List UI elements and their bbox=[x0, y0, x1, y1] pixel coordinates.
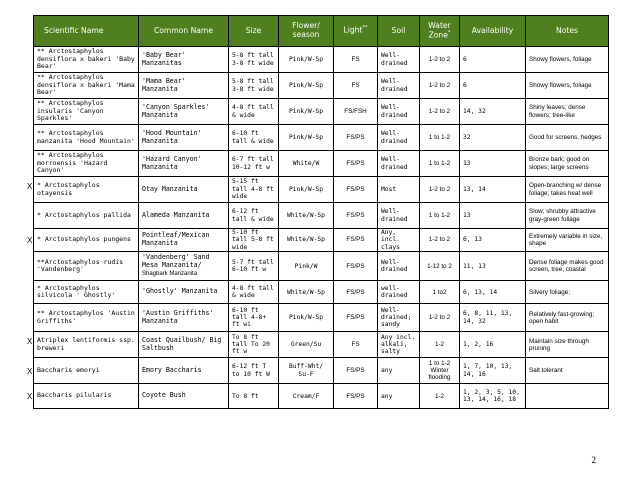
water-zone-cell: 1-2 bbox=[420, 384, 460, 409]
soil-cell: Well-drained bbox=[378, 151, 420, 177]
scientific-name-cell bbox=[27, 384, 139, 409]
soil-cell: Well-drained bbox=[378, 47, 420, 73]
light-cell: FS/PS bbox=[334, 125, 378, 151]
light-cell: FS/PS bbox=[334, 384, 378, 409]
availability-cell: 13 bbox=[460, 151, 526, 177]
size-cell: 5-7 ft tall 6-10 ft w bbox=[229, 252, 279, 281]
notes-cell: Maintain size through pruning bbox=[526, 332, 609, 358]
x-marker: X bbox=[27, 181, 33, 191]
notes-cell: Extremely variable in size, shape bbox=[526, 229, 609, 252]
flower-season-cell: Green/Su bbox=[279, 332, 334, 358]
flower-season-cell: White/W-Sp bbox=[279, 229, 334, 252]
water-zone-cell: 1-2 to 2 bbox=[420, 229, 460, 252]
size-cell: 6-10 ft tall 4-8+ ft wi bbox=[229, 304, 279, 332]
common-name-cell bbox=[139, 151, 229, 177]
scientific-name: Atriplex lentiformis ssp. breweri bbox=[37, 336, 135, 352]
availability-cell: 1, 2, 16 bbox=[460, 332, 526, 358]
notes-cell: Showy flowers, foliage bbox=[526, 47, 609, 73]
soil-cell: any bbox=[378, 384, 420, 409]
common-name: Coyote Bush bbox=[142, 391, 186, 400]
water-zone-cell: 1-2 to 2 bbox=[420, 99, 460, 125]
size-cell: 6-7 ft tall 10-12 ft w bbox=[229, 151, 279, 177]
table-row bbox=[34, 229, 609, 252]
table-row bbox=[34, 99, 609, 125]
scientific-name-cell bbox=[34, 73, 139, 99]
table-row bbox=[34, 203, 609, 229]
table-row bbox=[34, 384, 609, 409]
light-cell: FS/PS bbox=[334, 177, 378, 203]
col-common-name: Common Name bbox=[139, 16, 229, 47]
common-name-cell bbox=[139, 229, 229, 252]
light-cell: FS/PS bbox=[334, 281, 378, 304]
water-zone-cell: 1-12 to 2 bbox=[420, 252, 460, 281]
size-cell: 5-8 ft tall 3-8 ft wide bbox=[229, 73, 279, 99]
table-row bbox=[34, 177, 609, 203]
water-zone-cell: 1-2 to 2 bbox=[420, 304, 460, 332]
common-name-cell bbox=[139, 358, 229, 384]
availability-cell: 6, 13 bbox=[460, 229, 526, 252]
scientific-name-cell bbox=[27, 358, 139, 384]
col-notes: Notes bbox=[526, 16, 609, 47]
notes-cell: Dense foliage makes good screen, tree; coastal bbox=[526, 252, 609, 281]
common-name: 'Baby Bear' Manzanitas bbox=[142, 50, 186, 67]
flower-season-cell: Cream/F bbox=[279, 384, 334, 409]
scientific-name: * Arctostaphylos otayensis bbox=[37, 180, 100, 197]
common-name: 'Vandenberg' Sand Mesa Manzanita/ bbox=[142, 253, 210, 270]
common-name-cell bbox=[139, 47, 229, 73]
size-cell: To 8 ft tall To 20 ft w bbox=[229, 332, 279, 358]
table-row bbox=[34, 332, 609, 358]
soil-cell: well-drained bbox=[378, 281, 420, 304]
scientific-name-cell bbox=[34, 47, 139, 73]
light-cell: FS/PS bbox=[334, 151, 378, 177]
size-cell: 4-8 ft tall & wide bbox=[229, 281, 279, 304]
soil-cell: Well-drained bbox=[378, 73, 420, 99]
common-name: 'Mama Bear' Manzanita bbox=[142, 76, 186, 93]
common-name: 'Austin Griffiths' Manzanita bbox=[142, 309, 214, 325]
flower-season-cell: Pink/W-Sp bbox=[279, 304, 334, 332]
scientific-name: * Arctostaphylos silvicola ' Ghostly' bbox=[37, 283, 116, 300]
common-name-cell bbox=[139, 203, 229, 229]
water-zone-cell: 1-2 to 2 bbox=[420, 73, 460, 99]
col-light: Light** bbox=[334, 16, 378, 47]
size-cell: 6-12 ft tall & wide bbox=[229, 203, 279, 229]
table-row bbox=[34, 151, 609, 177]
flower-season-cell: Pink/W bbox=[279, 252, 334, 281]
common-name-cell bbox=[139, 332, 229, 358]
availability-cell: 1, 2, 3, 5, 10, 13, 14, 16, 18 bbox=[460, 384, 526, 409]
soil-cell: Any incl. alkali, salty bbox=[378, 332, 420, 358]
common-name: Emory Baccharis bbox=[142, 365, 202, 374]
availability-cell: 6, 8, 11, 13, 14, 32 bbox=[460, 304, 526, 332]
light-cell: FS/PS bbox=[334, 304, 378, 332]
col-flower-season: Flower/ season bbox=[279, 16, 334, 47]
notes-cell: Shiny leaves; dense flowers; tree-like bbox=[526, 99, 609, 125]
table-row bbox=[34, 47, 609, 73]
soil-cell: Well-drained bbox=[378, 125, 420, 151]
scientific-name: Baccharis pilularis bbox=[37, 391, 112, 400]
flower-season-cell: Pink/W-Sp bbox=[279, 73, 334, 99]
availability-cell: 13 bbox=[460, 203, 526, 229]
light-cell: FS/PS bbox=[334, 203, 378, 229]
availability-cell: 14, 32 bbox=[460, 99, 526, 125]
availability-cell: 13, 14 bbox=[460, 177, 526, 203]
availability-cell: 6 bbox=[460, 47, 526, 73]
soil-cell: Well-drained bbox=[378, 252, 420, 281]
scientific-name-cell bbox=[34, 252, 139, 281]
common-name: 'Hood Mountain' Manzanita bbox=[142, 128, 202, 145]
flower-season-cell: White/W-Sp bbox=[279, 281, 334, 304]
size-cell: 5-10 ft tall 5-8 ft wide bbox=[229, 229, 279, 252]
flower-season-cell: Pink/W-Sp bbox=[279, 47, 334, 73]
water-zone-cell: 1 to 1-2 bbox=[420, 203, 460, 229]
size-cell: To 8 ft bbox=[229, 384, 279, 409]
common-name-cell bbox=[139, 177, 229, 203]
scientific-name-cell bbox=[34, 151, 139, 177]
scientific-name: Baccharis emoryi bbox=[37, 365, 100, 374]
common-name-cell bbox=[139, 73, 229, 99]
scientific-name: ** Arctostaphylos densiflora x bakeri 'Baby Bear' bbox=[37, 47, 135, 71]
scientific-name: * Arctostaphylos pallida bbox=[37, 210, 131, 219]
scientific-name-cell bbox=[34, 281, 139, 304]
light-cell: FS bbox=[334, 47, 378, 73]
flower-season-cell: Buff-Wht/ Su-F bbox=[279, 358, 334, 384]
light-cell: FS/PS bbox=[334, 358, 378, 384]
col-availability: Availability bbox=[460, 16, 526, 47]
common-name-cell bbox=[139, 252, 229, 281]
flower-season-cell: Pink/W-Sp bbox=[279, 99, 334, 125]
table-row bbox=[34, 304, 609, 332]
page-number: 2 bbox=[591, 455, 596, 465]
scientific-name: ** Arctostaphylos manzanita 'Hood Mountain' bbox=[37, 128, 135, 145]
table-row bbox=[34, 125, 609, 151]
size-cell: 6-10 ft tall & wide bbox=[229, 125, 279, 151]
scientific-name-cell bbox=[34, 304, 139, 332]
availability-cell: 11, 13 bbox=[460, 252, 526, 281]
notes-cell: Good for screens, hedges bbox=[526, 125, 609, 151]
size-cell: 4-8 ft tall & wide bbox=[229, 99, 279, 125]
notes-cell bbox=[526, 384, 609, 409]
plant-table bbox=[27, 15, 609, 409]
water-zone-cell: 1-2 to 2 bbox=[420, 47, 460, 73]
water-zone-cell: 1-2 bbox=[420, 332, 460, 358]
availability-cell: 1, 7, 10, 13, 14, 16 bbox=[460, 358, 526, 384]
flower-season-cell: Pink/W-Sp bbox=[279, 125, 334, 151]
water-zone-cell: 1 to2 bbox=[420, 281, 460, 304]
notes-cell: Slow; shrubby attractive gray-green foliage bbox=[526, 203, 609, 229]
availability-cell: 32 bbox=[460, 125, 526, 151]
common-name: Otay Manzanita bbox=[142, 184, 198, 193]
x-marker: X bbox=[27, 366, 33, 376]
soil-cell: Well-drained; sandy bbox=[378, 304, 420, 332]
scientific-name-cell bbox=[27, 332, 139, 358]
notes-cell: Bronze bark; good on slopes; large screens bbox=[526, 151, 609, 177]
col-soil: Soil bbox=[378, 16, 420, 47]
common-name-cell bbox=[139, 125, 229, 151]
scientific-name-cell bbox=[34, 203, 139, 229]
soil-cell: Any, incl. clays bbox=[378, 229, 420, 252]
size-cell: 5-8 ft tall 3-8 ft wide bbox=[229, 47, 279, 73]
water-zone-cell: 1 to 1-2 bbox=[420, 125, 460, 151]
availability-cell: 6, 13, 14 bbox=[460, 281, 526, 304]
common-name-cell bbox=[139, 99, 229, 125]
scientific-name: ** Arctostaphylos morroensis 'Hazard Canyon' bbox=[37, 151, 108, 175]
scientific-name: ** Arctostaphylos 'Austin Griffiths' bbox=[37, 309, 135, 325]
flower-season-cell: Pink/W-Sp bbox=[279, 177, 334, 203]
table-row bbox=[34, 358, 609, 384]
notes-cell: Relatively fast-growing; open habit bbox=[526, 304, 609, 332]
scientific-name-cell bbox=[34, 125, 139, 151]
flower-season-cell: White/W-Sp bbox=[279, 203, 334, 229]
light-cell: FS bbox=[334, 332, 378, 358]
common-name: Alameda Manzanita bbox=[142, 210, 210, 219]
table-row bbox=[34, 73, 609, 99]
soil-cell: any bbox=[378, 358, 420, 384]
header-row bbox=[34, 16, 609, 47]
availability-cell: 6 bbox=[460, 73, 526, 99]
table-row bbox=[34, 281, 609, 304]
x-marker: X bbox=[27, 392, 33, 402]
col-water-zone: Water Zone* bbox=[420, 16, 460, 47]
scientific-name: ** Arctostaphylos insularis 'Canyon Sparkles' bbox=[37, 99, 104, 123]
x-marker: X bbox=[27, 236, 33, 246]
water-zone-cell: 1 to 1-2 Winter flooding bbox=[420, 358, 460, 384]
water-zone-cell: 1-2 to 2 bbox=[420, 177, 460, 203]
scientific-name-cell bbox=[34, 99, 139, 125]
notes-cell: Open-branching w/ dense foliage; takes heat well bbox=[526, 177, 609, 203]
col-size: Size bbox=[229, 16, 279, 47]
scientific-name: * Arctostaphylos pungens bbox=[37, 235, 131, 244]
common-name: 'Canyon Sparkles' Manzanita bbox=[142, 102, 210, 119]
x-marker: X bbox=[27, 337, 33, 347]
scientific-name: ** Arctostaphylos densiflora x bakeri 'Mama Bear' bbox=[37, 73, 135, 97]
soil-cell: Well-drained bbox=[378, 99, 420, 125]
common-name-cell bbox=[139, 304, 229, 332]
common-name-cell bbox=[139, 384, 229, 409]
common-name-alt: Shagbark Manzanita bbox=[142, 270, 198, 277]
common-name-cell bbox=[139, 281, 229, 304]
table-row bbox=[34, 252, 609, 281]
size-cell: 5-15 ft tall 4-8 ft wide bbox=[229, 177, 279, 203]
size-cell: 6-12 ft T to 10 ft W bbox=[229, 358, 279, 384]
scientific-name: **Arctostaphylos rudis 'Vandenberg' bbox=[37, 257, 124, 274]
light-cell: FS/PS bbox=[334, 252, 378, 281]
common-name: 'Ghostly' Manzanita bbox=[142, 287, 218, 296]
scientific-name-cell bbox=[27, 177, 139, 203]
flower-season-cell: White/W bbox=[279, 151, 334, 177]
common-name: Pointleaf/Mexican Manzanita bbox=[142, 231, 210, 248]
col-scientific-name: Scientific Name bbox=[34, 16, 139, 47]
common-name: 'Hazard Canyon' Manzanita bbox=[142, 154, 202, 171]
water-zone-cell: 1 to 1-2 bbox=[420, 151, 460, 177]
light-cell: FS bbox=[334, 73, 378, 99]
scientific-name-cell bbox=[27, 229, 139, 252]
soil-cell: Most bbox=[378, 177, 420, 203]
soil-cell: Well-drained bbox=[378, 203, 420, 229]
notes-cell: Showy flowers, foliage bbox=[526, 73, 609, 99]
light-cell: FS/PS bbox=[334, 229, 378, 252]
light-cell: FS/FSH bbox=[334, 99, 378, 125]
common-name: Coast Quailbush/ Big Saltbush bbox=[142, 336, 222, 352]
notes-cell: Silvery foliage; bbox=[526, 281, 609, 304]
notes-cell: Salt tolerant bbox=[526, 358, 609, 384]
